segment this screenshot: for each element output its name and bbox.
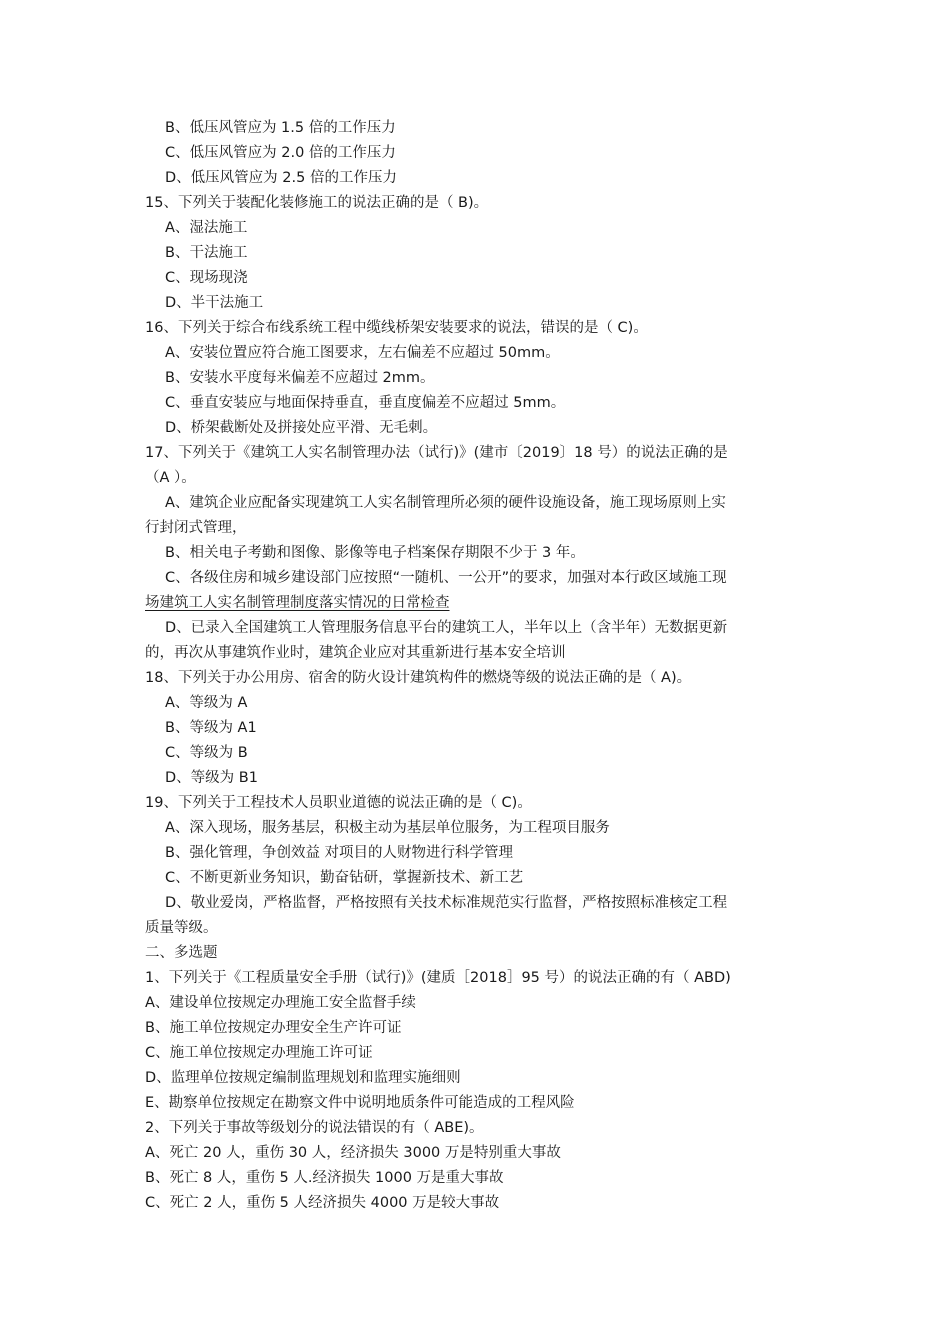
text-line: C、垂直安装应与地面保持垂直，垂直度偏差不应超过 5mm。 (165, 395, 566, 411)
document-body (145, 116, 810, 1216)
text-line: B、干法施工 (165, 245, 248, 261)
text-line: D、监理单位按规定编制监理规划和监理实施细则 (145, 1070, 461, 1086)
text-line: C、不断更新业务知识，勤奋钻研，掌握新技术、新工艺 (165, 870, 524, 886)
text-line: A、深入现场，服务基层，积极主动为基层单位服务，为工程项目服务 (165, 820, 610, 836)
text-line: A、安装位置应符合施工图要求，左右偏差不应超过 50mm。 (165, 345, 560, 361)
text-line: A、建设单位按规定办理施工安全监督手续 (145, 995, 416, 1011)
text-line: A、建筑企业应配备实现建筑工人实名制管理所必须的硬件设施设备，施工现场原则上实 (165, 495, 726, 511)
text-line: D、敬业爱岗，严格监督，严格按照有关技术标准规范实行监督，严格按照标准核定工程 (165, 895, 728, 911)
text-line: 行封闭式管理， (145, 520, 247, 536)
text-line: 17、下列关于《建筑工人实名制管理办法（试行)》(建市〔2019〕18 号）的说法正确的是 (145, 445, 728, 461)
text-line: B、相关电子考勤和图像、影像等电子档案保存期限不少于 3 年。 (165, 545, 585, 561)
text-line: C、死亡 2 人，重伤 5 人经济损失 4000 万是较大事故 (145, 1195, 500, 1211)
text-line: D、桥架截断处及拼接处应平滑、无毛刺。 (165, 420, 438, 436)
text-line: 的，再次从事建筑作业时，建筑企业应对其重新进行基本安全培训 (145, 645, 566, 661)
text-line: （A ）。 (145, 470, 196, 486)
text-line: C、等级为 B (165, 745, 248, 761)
text-line: B、等级为 A1 (165, 720, 257, 736)
text-line: B、低压风管应为 1.5 倍的工作压力 (165, 120, 396, 136)
text-line: C、低压风管应为 2.0 倍的工作压力 (165, 145, 396, 161)
text-line: A、等级为 A (165, 695, 248, 711)
text-line: D、等级为 B1 (165, 770, 258, 786)
text-line: D、半干法施工 (165, 295, 264, 311)
text-line: D、低压风管应为 2.5 倍的工作压力 (165, 170, 397, 186)
text-line: 场建筑工人实名制管理制度落实情况的日常检查 (145, 595, 450, 611)
text-line: C、各级住房和城乡建设部门应按照“一随机、一公开”的要求，加强对本行政区域施工现 (165, 570, 727, 586)
text-line: 16、下列关于综合布线系统工程中缆线桥架安装要求的说法，错误的是（ C)。 (145, 320, 648, 336)
text-line: 质量等级。 (145, 920, 218, 936)
text-line: C、现场现浇 (165, 270, 248, 286)
text-line: 18、下列关于办公用房、宿舍的防火设计建筑构件的燃烧等级的说法正确的是（ A)。 (145, 670, 692, 686)
text-line: C、施工单位按规定办理施工许可证 (145, 1045, 373, 1061)
text-line: 2、下列关于事故等级划分的说法错误的有（ ABE)。 (145, 1120, 484, 1136)
text-line: A、湿法施工 (165, 220, 248, 236)
text-line: 二、多选题 (145, 945, 218, 961)
text-line: B、强化管理，争创效益 对项目的人财物进行科学管理 (165, 845, 514, 861)
text-line: B、安装水平度每米偏差不应超过 2mm。 (165, 370, 435, 386)
text-line: B、死亡 8 人，重伤 5 人.经济损失 1000 万是重大事故 (145, 1170, 504, 1186)
text-line: D、已录入全国建筑工人管理服务信息平台的建筑工人，半年以上（含半年）无数据更新 (165, 620, 728, 636)
text-line: 15、下列关于装配化装修施工的说法正确的是（ B)。 (145, 195, 489, 211)
text-line: 19、下列关于工程技术人员职业道德的说法正确的是（ C)。 (145, 795, 532, 811)
text-line: 1、下列关于《工程质量安全手册（试行)》(建质［2018］95 号）的说法正确的有（ ABD) (145, 970, 731, 986)
text-line: E、勘察单位按规定在勘察文件中说明地质条件可能造成的工程风险 (145, 1095, 575, 1111)
text-line: A、死亡 20 人，重伤 30 人，经济损失 3000 万是特别重大事故 (145, 1145, 561, 1161)
text-line: B、施工单位按规定办理安全生产许可证 (145, 1020, 402, 1036)
